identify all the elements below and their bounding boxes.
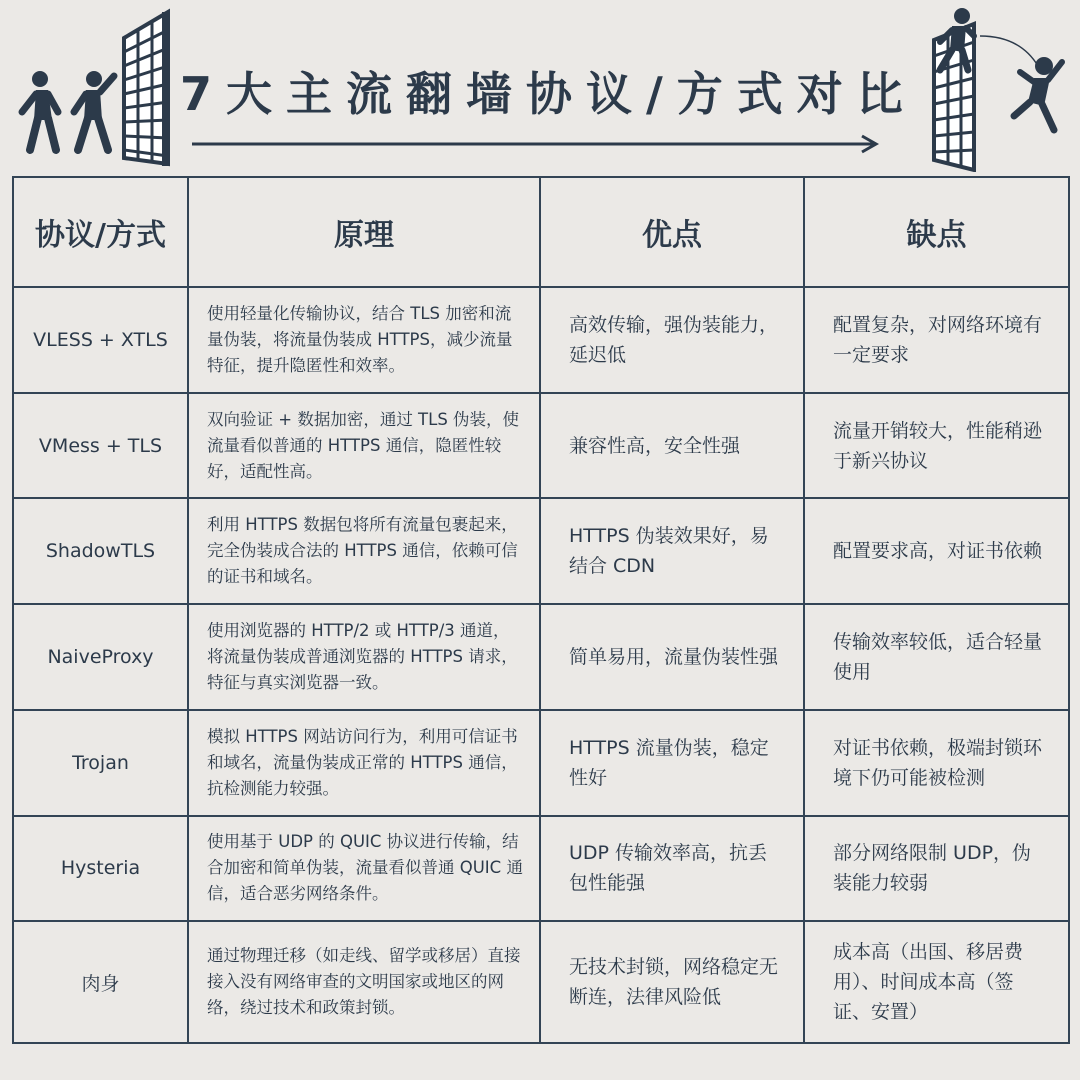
pros-cell: 简单易用，流量伪装性强 — [540, 604, 804, 710]
cons-cell: 流量开销较大，性能稍逊于新兴协议 — [804, 393, 1069, 499]
protocol-cell: ShadowTLS — [13, 498, 188, 604]
pros-cell: UDP 传输效率高，抗丢包性能强 — [540, 816, 804, 922]
protocol-cell: Hysteria — [13, 816, 188, 922]
protocol-cell: VMess + TLS — [13, 393, 188, 499]
principle-cell: 使用轻量化传输协议，结合 TLS 加密和流量伪装，将流量伪装成 HTTPS，减少流量特征，提升隐匿性和效率。 — [188, 287, 540, 393]
protocol-cell: Trojan — [13, 710, 188, 816]
table-row — [13, 393, 1069, 499]
pros-cell: HTTPS 流量伪装，稳定性好 — [540, 710, 804, 816]
table-row — [13, 498, 1069, 604]
principle-cell: 模拟 HTTPS 网站访问行为，利用可信证书和域名，流量伪装成正常的 HTTPS 通信，抗检测能力较强。 — [188, 710, 540, 816]
principle-cell: 使用基于 UDP 的 QUIC 协议进行传输，结合加密和简单伪装，流量看似普通 QUIC 通信，适合恶劣网络条件。 — [188, 816, 540, 922]
pros-cell: HTTPS 伪装效果好，易结合 CDN — [540, 498, 804, 604]
table-row — [13, 816, 1069, 922]
cons-cell: 成本高（出国、移居费用）、时间成本高（签证、安置） — [804, 921, 1069, 1043]
pros-cell: 兼容性高，安全性强 — [540, 393, 804, 499]
climbing-person-icon — [930, 4, 980, 76]
header — [0, 0, 1080, 175]
cons-cell: 部分网络限制 UDP，伪装能力较弱 — [804, 816, 1069, 922]
walking-people-icon — [14, 66, 124, 156]
header-cons: 缺点 — [804, 177, 1069, 287]
protocol-cell: NaiveProxy — [13, 604, 188, 710]
header-pros: 优点 — [540, 177, 804, 287]
arrow-right-icon — [192, 134, 882, 154]
jumping-person-icon — [980, 30, 1072, 140]
brick-wall-icon — [118, 8, 174, 168]
cons-cell: 配置复杂，对网络环境有一定要求 — [804, 287, 1069, 393]
protocol-cell: 肉身 — [13, 921, 188, 1043]
pros-cell: 高效传输，强伪装能力，延迟低 — [540, 287, 804, 393]
table-row — [13, 604, 1069, 710]
header-protocol: 协议/方式 — [13, 177, 188, 287]
table-header-row — [13, 177, 1069, 287]
cons-cell: 传输效率较低，适合轻量使用 — [804, 604, 1069, 710]
principle-cell: 双向验证 + 数据加密，通过 TLS 伪装，使流量看似普通的 HTTPS 通信，隐匿性较好，适配性高。 — [188, 393, 540, 499]
table-row — [13, 921, 1069, 1043]
principle-cell: 利用 HTTPS 数据包将所有流量包裹起来，完全伪装成合法的 HTTPS 通信，依赖可信的证书和域名。 — [188, 498, 540, 604]
principle-cell: 通过物理迁移（如走线、留学或移居）直接接入没有网络审查的文明国家或地区的网络，绕过技术和政策封锁。 — [188, 921, 540, 1043]
cons-cell: 配置要求高，对证书依赖 — [804, 498, 1069, 604]
pros-cell: 无技术封锁，网络稳定无断连，法律风险低 — [540, 921, 804, 1043]
table-row — [13, 287, 1069, 393]
principle-cell: 使用浏览器的 HTTP/2 或 HTTP/3 通道，将流量伪装成普通浏览器的 HTTPS 请求，特征与真实浏览器一致。 — [188, 604, 540, 710]
comparison-table — [12, 176, 1070, 1044]
protocol-cell: VLESS + XTLS — [13, 287, 188, 393]
header-principle: 原理 — [188, 177, 540, 287]
cons-cell: 对证书依赖，极端封锁环境下仍可能被检测 — [804, 710, 1069, 816]
page-title: 7大主流翻墙协议/方式对比 — [180, 67, 917, 121]
table-row — [13, 710, 1069, 816]
